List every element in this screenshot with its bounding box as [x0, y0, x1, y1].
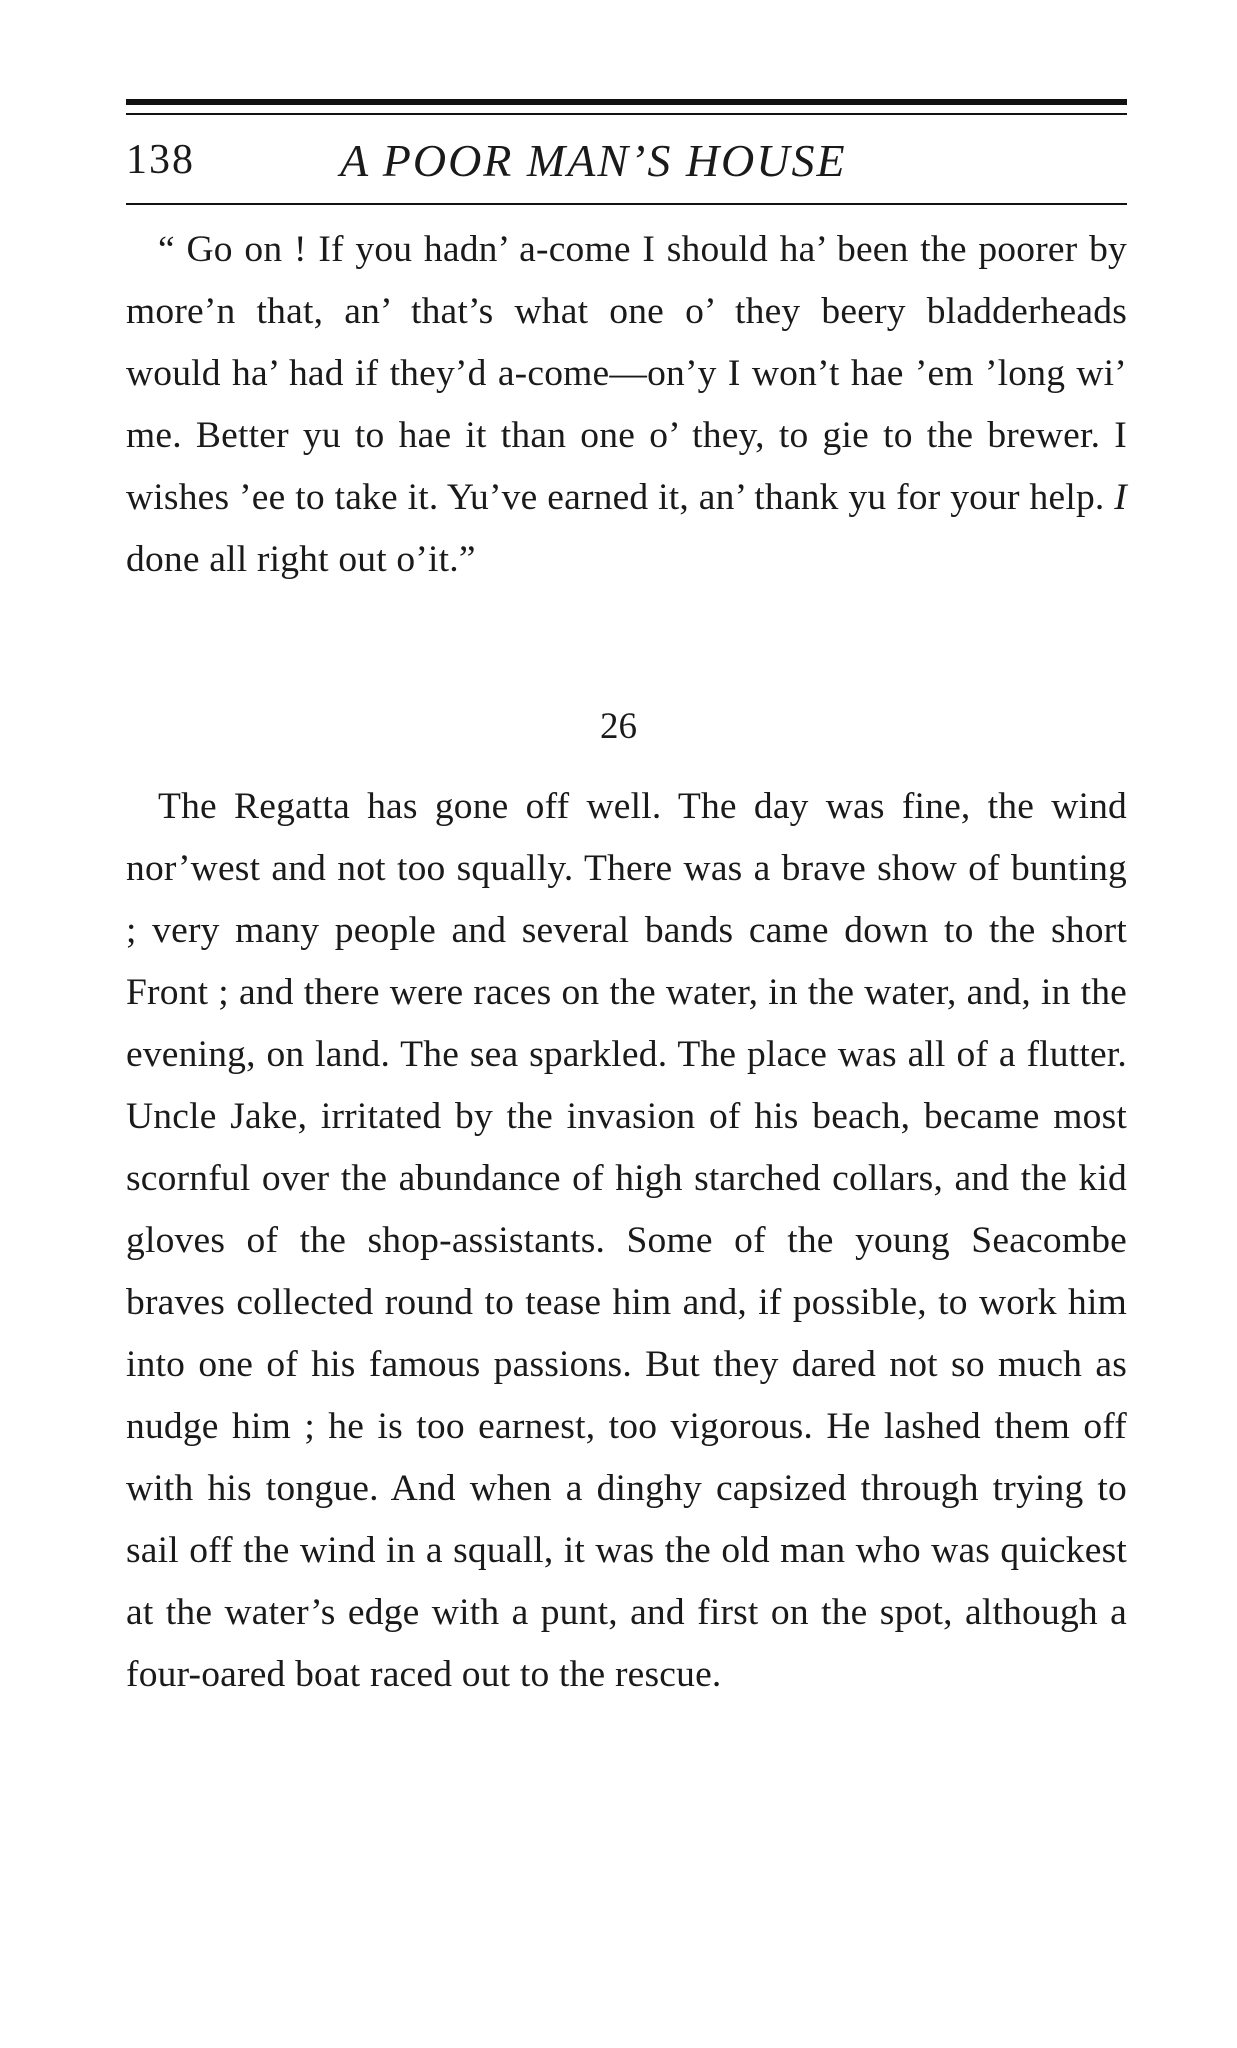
paragraph-1-text: “ Go on ! If you hadn’ a-come I should ha’ been the poorer by more’n that, an’ that’s what one o’ they beery bladderheads would ha’ had if they’d a-come—on’y I won’t hae ’em ’long wi’ me. Better yu to hae it than one o’ they, to gie to the brewer. I wishes ’ee to take it. Yu’ve earned it, an’ thank yu for your help.: [126, 229, 1127, 518]
paragraph-1-end: done all right out o’it.”: [126, 539, 476, 580]
running-header: [126, 128, 1127, 192]
paragraph-regatta: The Regatta has gone off well. The day was fine, the wind nor’west and not too squally. There was a brave show of bunting ; very many people and several bands came down to the short Front ; and there were races on the water, in the water, and, in the evening, on land. The sea sparkled. The place was all of a flutter. Uncle Jake, irritated by the invasion of his beach, became most scornful over the abundance of high starched collars, and the kid gloves of the shop-assistants. Some of the young Seacombe braves collected round to tease him and, if possible, to work him into one of his famous passions. But they dared not so much as nudge him ; he is too earnest, too vigorous. He lashed them off with his tongue. And when a dinghy capsized through trying to sail off the wind in a squall, it was the old man who was quickest at the water’s edge with a punt, and first on the spot, although a four-oared boat raced out to the rescue.: [126, 786, 1127, 1695]
section-number: 26: [600, 706, 637, 747]
emphasis-word: I: [1114, 477, 1127, 518]
header-rule-thick: [126, 99, 1127, 105]
header-rule-bottom: [126, 203, 1127, 205]
running-title: A POOR MAN’S HOUSE: [340, 135, 847, 186]
paragraph-dialogue: [126, 219, 1127, 591]
page-number: 138: [126, 137, 195, 183]
header-rule-thin: [126, 113, 1127, 115]
